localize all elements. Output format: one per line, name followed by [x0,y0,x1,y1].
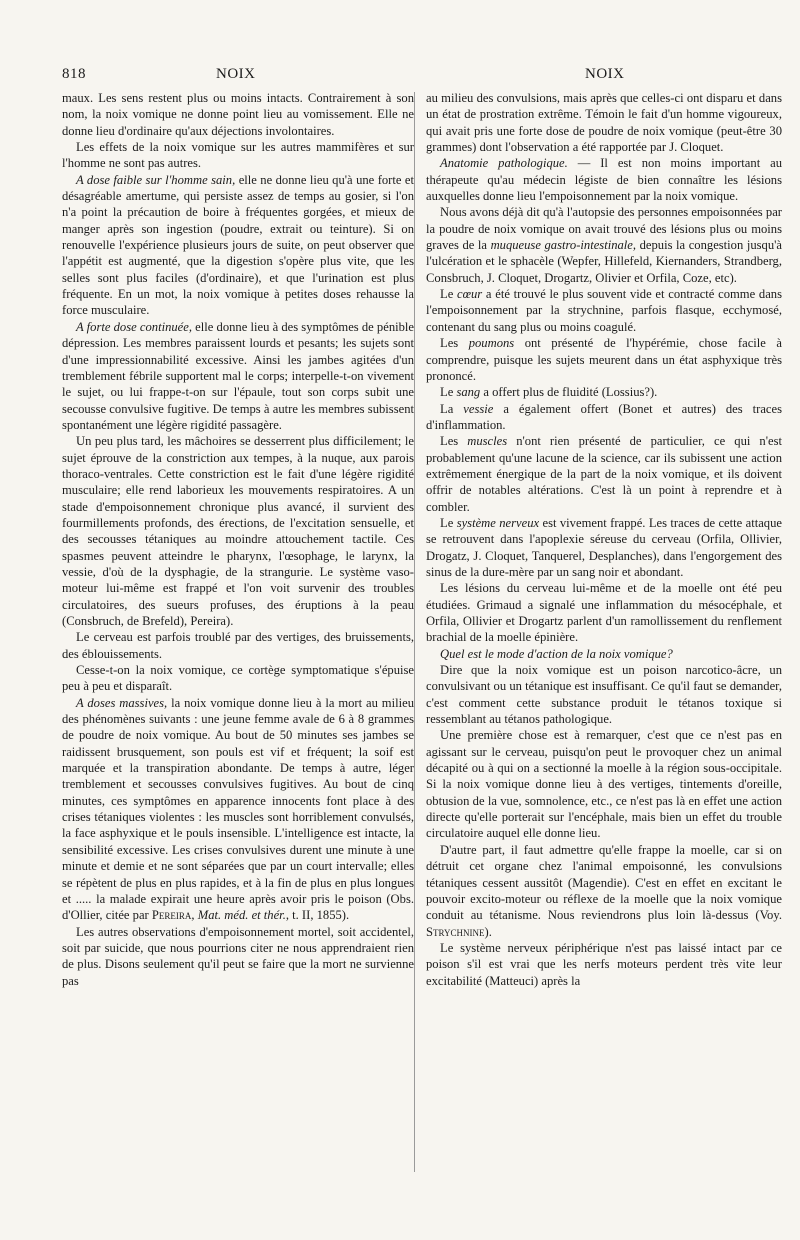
paragraph: A doses massives, la noix vomique donne lieu à la mort au milieu des phénomènes suivants : une jeune femme avale de 6 à 8 grammes de poudre de noix vomique. Au bout de 50 minutes ses jambes se raidissent brusquement, son pouls est vif et fréquent; la soif est marquée et la transpiration abondante. De temps à autre, léger tremblement et secousses convulsives fugitives. Au bout de cinq minutes, ces symptômes en apparence innocents font place à des crises tétaniques violentes : les muscles sont horriblement convulsés, la face asphyxique et le pouls insensible. L'intelligence est intacte, la sensibilité excessive. Les crises convulsives durent une minute à une minute et demie et ne sont séparées que par un court intervalle; elles se répètent de plus en plus rapides, et à la fin de plus en plus longues et ..... la malade expirait une heure après avoir pris le poison (Obs. d'Ollier, citée par Pereira, Mat. méd. et thér., t. II, 1855). [62,695,414,923]
paragraph: Les poumons ont présenté de l'hypérémie, chose facile à comprendre, puisque les sujets meurent dans un état asphyxique très prononcé. [426,336,782,383]
reference-title: , Mat. méd. et thér. [191,908,286,923]
author-name: Pereira [151,908,192,923]
paragraph: Un peu plus tard, les mâchoires se desserrent plus difficilement; le sujet éprouve de la constriction aux tempes, à la nuque, aux parois thoraco-ventrales. Cette constriction est le fait d'une légère rigidité musculaire; elle rend laborieux les mouvements respiratoires. A un stade d'empoisonnement chronique plus avancé, il survient des fourmillements profonds, des érections, de l'excitation sensuelle, et des secousses tétaniques au moindre attouchement tactile. Ces spasmes peuvent atteindre le pharynx, l'œsophage, le larynx, la vessie, d'où de la dysphagie, de la strangurie. Le système vaso-moteur lui-même est frappé et l'on voit survenir des troubles circulatoires, des sueurs profuses, des éruptions à la peau (Consbruch, de Brefeld), Pereira). [62,434,414,628]
paragraph: Les muscles n'ont rien présenté de particulier, ce qui n'est probablement qu'une lacune de la science, car ils subissent une action extrêmement énergique de la part de la noix vomique, et ils doivent offrir de notables altérations. C'est là un point à reprendre et à combler. [426,434,782,514]
paragraph: A forte dose continuée, elle donne lieu à des symptômes de pénible dépression. Les membres paraissent lourds et pesants; les sujets sont d'une impressionnabilité excessive. Ainsi les jambes agitées d'un tremblement fébrile supportent mal le corps; interpelle-t-on vivement le sujet, ou lui frappe-t-on sur l'épaule, tout son corps subit une secousse convulsive fugitive. De temps à autre les membres subissent spontanément une légère rigidité passagère. [62,319,415,432]
right-column [426,90,782,989]
running-head-left: NOIX [216,66,256,82]
paragraph: La vessie a également offert (Bonet et autres) des traces d'inflammation. [426,401,782,432]
section-heading: Quel est le mode d'action de la noix vomique? [440,646,673,661]
section-heading: Anatomie pathologique. [440,156,568,171]
paragraph: Le système nerveux est vivement frappé. Les traces de cette attaque se retrouvent dans l'apoplexie séreuse du cerveau (Orfila, Ollivier, Drogatz, J. Cloquet, Tanquerel, Desplanches), dans l'engorgement des sinus de la dure-mère par un sang noir et abondant. [426,515,782,579]
paragraph: Le cœur a été trouvé le plus souvent vide et contracté comme dans l'empoisonnement par la strychnine, parfois flasque, ecchymosé, contenant du sang plus ou moins coagulé. [426,287,782,334]
paragraph: Les lésions du cerveau lui-même et de la moelle ont été peu étudiées. Grimaud a signalé une inflammation du mésocéphale, et Orfila, Ollivier et Drogartz parlent d'un ramollissement du renflement brachial de la moelle épinière. [426,581,782,645]
term: poumons [468,336,515,351]
paragraph: Le système nerveux périphérique n'est pas laissé intact par ce poison s'il est vrai que les nerfs moteurs perdent très vite leur excitabilité (Matteuci) après la [426,940,782,988]
column-divider [414,92,415,1172]
paragraph: Nous avons déjà dit qu'à l'autopsie des personnes empoisonnées par la poudre de noix vomique on avait trouvé des lésions plus ou moins graves de la muqueuse gastro-intestinale, depuis la congestion jusqu'à l'ulcération et le sphacèle (Wepfer, Hillefeld, Kiernanders, Strandberg, Consbruch, J. Cloquet, Drogartz, Olivier et Orfila, Coze, etc). [426,205,782,285]
paragraph [426,646,782,662]
paragraph: Les effets de la noix vomique sur les autres mammifères et sur l'homme ne sont pas autres. [62,140,414,171]
running-head-right: NOIX [585,66,625,82]
subheading: A dose faible sur l'homme sain, [76,172,236,187]
paragraph: Le cerveau est parfois troublé par des vertiges, des bruissements, des éblouissements. [62,630,414,661]
paragraph: Dire que la noix vomique est un poison narcotico-âcre, un convulsivant ou un tétanique est insuffisant. Ce qu'il faut se demander, c'est comment cette substance produit le tétanos toxique si ressemblant au tétanos pathologique. [426,663,782,727]
page-number: 818 [62,66,86,82]
left-column [62,90,414,989]
cross-reference: Strychnine [426,924,485,939]
term: sang [456,385,481,400]
paragraph: Anatomie pathologique. — Il est non moins important au thérapeute qu'au médecin légiste de bien connaître les lésions auxquelles donne lieu l'empoisonnement par la noix vomique. [426,156,782,204]
paragraph: Les autres observations d'empoisonnement mortel, soit accidentel, soit par suicide, que nous pourrions citer ne nous apprendraient rien de plus. Disons seulement qu'il peut se faire que la mort ne survienne pas [62,924,414,988]
paragraph: Cesse-t-on la noix vomique, ce cortège symptomatique s'épuise peu à peu et disparaît. [62,663,414,694]
paragraph: A dose faible sur l'homme sain, elle ne donne lieu qu'à une forte et désagréable amertume, qui persiste assez de temps au gosier, si l'on n'a point la précaution de boire à fréquentes gorgées, et mieux de manger après son ingestion (poudre, extrait ou teinture). Si on renouvelle l'expérience plusieurs jours de suite, on peut observer que l'appétit est augmenté, que la digestion s'opère plus vite, que les selles sont plus faciles (d'ordinaire), et que l'urination est plus fréquente. En un mot, la noix vomique à petites doses rehausse la force musculaire. [62,172,414,318]
paragraph: maux. Les sens restent plus ou moins intacts. Contrairement à son nom, la noix vomique ne donne point lieu au vomissement. Elle ne donne lieu d'ordinaire qu'aux déjections involontaires. [62,91,414,138]
paragraph: Le sang a offert plus de fluidité (Lossius?). [440,385,658,400]
paragraph: Une première chose est à remarquer, c'est que ce n'est pas en agissant sur le cerveau, puisqu'on peut le provoquer chez un animal décapité ou à qui on a sectionné la moelle à la région sous-occipitale. Si la noix vomique donne lieu à des vertiges, tintements d'oreille, obtusion de la vue, somnolence, etc., ce n'est pas là en effet une action directe qu'elle porterait sur l'encéphale, mais bien un effet du trouble circulatoire auquel elle donne lieu. [426,728,782,841]
term: cœur [457,287,483,302]
term: vessie [463,401,494,416]
paragraph: D'autre part, il faut admettre qu'elle frappe la moelle, car si on détruit cet organe chez l'animal empoisonné, les convulsions tétaniques cessent aussitôt (Magendie). C'est en effet en excitant le pouvoir excito-moteur ou réflexe de la moelle que la noix vomique conduit au tétanisme. Nous reviendrons plus loin là-dessus (Voy. Strychnine). [426,842,782,939]
term: muscles [467,434,508,449]
subheading: A doses massives, [76,695,168,710]
term: muqueuse gastro-intestinale, [490,238,637,253]
subheading: A forte dose continuée, [76,319,192,334]
paragraph: au milieu des convulsions, mais après que celles-ci ont disparu et dans un état de prostration extrême. Témoin le fait d'un homme vigoureux, qui avait pris une forte dose de poudre de noix vomique (peut-être 30 grammes) dont l'observation a été rapportée par J. Cloquet. [426,91,782,155]
term: système nerveux [456,515,540,530]
